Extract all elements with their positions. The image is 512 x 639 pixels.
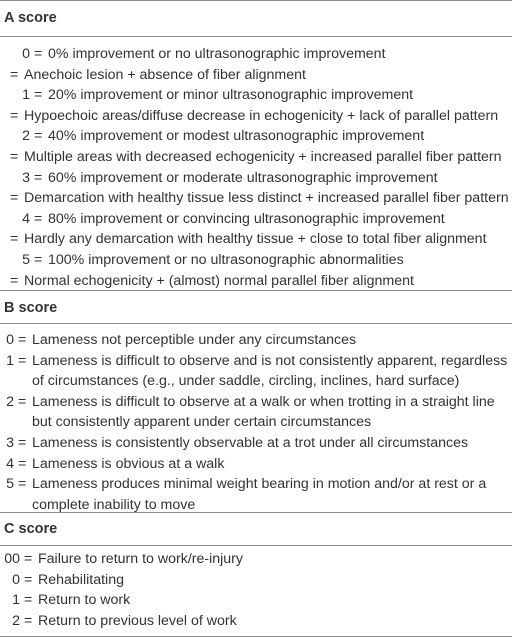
ultrasound-description: Hardly any demarcation with healthy tissue + close to total fiber alignment (24, 231, 487, 248)
score-code: 4 (22, 210, 30, 227)
b-score-row (0, 433, 512, 454)
score-description: 60% improvement or moderate ultrasonographic improvement (48, 169, 438, 186)
c-score-section (0, 519, 512, 539)
equals-sign: = (34, 251, 43, 268)
score-code: 5 (6, 476, 14, 493)
ultrasound-description: Demarcation with healthy tissue less distinct + increased parallel fiber pattern (24, 190, 509, 207)
b-score-entries (0, 330, 512, 515)
score-code: 0 (6, 332, 14, 348)
lameness-description-continued: of circumstances (e.g., under saddle, circling, inclines, hard surface) (32, 373, 460, 390)
b-score-row (0, 454, 512, 475)
a-score-row (0, 188, 512, 209)
score-code: 2 (6, 393, 14, 410)
equals-sign: = (18, 476, 27, 493)
equals-sign: = (24, 612, 33, 629)
a-score-row (0, 44, 512, 65)
lameness-description-continued: complete inability to move (32, 496, 196, 513)
b-score-row (0, 330, 512, 351)
equals-sign: = (18, 352, 27, 369)
equals-sign: = (10, 66, 19, 83)
c-score-row (0, 590, 512, 611)
c-score-top-rule (0, 512, 512, 513)
equals-sign: = (10, 272, 19, 289)
a-score-row (0, 168, 512, 189)
table-bottom-rule (0, 636, 512, 637)
score-code: 2 (12, 612, 20, 629)
c-score-heading: C score (4, 521, 58, 537)
score-description: 0% improvement or no ultrasonographic improvement (48, 46, 386, 62)
a-score-row (0, 271, 512, 292)
lameness-description: Lameness produces minimal weight bearing in motion and/or at rest or a (32, 476, 487, 493)
score-code: 3 (22, 169, 30, 186)
lameness-description: Lameness is consistently observable at a trot under all circumstances (32, 434, 469, 451)
ultrasound-description: Normal echogenicity + (almost) normal parallel fiber alignment (24, 272, 414, 289)
b-score-section (0, 298, 512, 318)
c-score-entries (0, 549, 512, 631)
score-description: 40% improvement or modest ultrasonographic improvement (48, 128, 425, 145)
b-score-row-continued (0, 371, 512, 392)
table-top-rule (0, 0, 512, 1)
equals-sign: = (34, 128, 43, 145)
return-to-work-description: Return to work (38, 592, 131, 609)
c-score-row (0, 611, 512, 632)
score-description: 80% improvement or convincing ultrasonographic improvement (48, 210, 445, 227)
equals-sign: = (10, 148, 19, 165)
equals-sign: = (34, 210, 43, 227)
b-score-heading: B score (4, 300, 58, 316)
equals-sign: = (10, 231, 19, 248)
b-score-row (0, 351, 512, 372)
a-score-row (0, 250, 512, 271)
ultrasound-description: Hypoechoic areas/diffuse decrease in echogenicity + lack of parallel pattern (24, 107, 499, 124)
a-score-entries (0, 44, 512, 291)
equals-sign: = (18, 434, 27, 451)
lameness-description-continued: but consistently apparent under certain circumstances (32, 414, 372, 431)
equals-sign: = (34, 169, 43, 186)
b-score-row (0, 392, 512, 413)
score-code: 1 (22, 87, 30, 104)
a-score-heading: A score (4, 10, 57, 26)
return-to-work-description: Failure to return to work/re-injury (38, 551, 243, 567)
score-code: 2 (22, 128, 30, 145)
score-code: 0 (22, 46, 30, 62)
lameness-description: Lameness is obvious at a walk (32, 455, 225, 472)
equals-sign: = (24, 592, 33, 609)
lameness-description: Lameness is difficult to observe at a walk or when trotting in a straight line (32, 393, 495, 410)
equals-sign: = (24, 551, 33, 567)
score-code: 00 (4, 551, 20, 567)
equals-sign: = (10, 190, 19, 207)
a-score-rule (0, 36, 512, 37)
a-score-row (0, 106, 512, 127)
equals-sign: = (34, 87, 43, 104)
a-score-row (0, 147, 512, 168)
score-code: 1 (6, 352, 14, 369)
equals-sign: = (10, 107, 19, 124)
ultrasound-description: Anechoic lesion + absence of fiber alignment (24, 66, 306, 83)
score-description: 20% improvement or minor ultrasonographic improvement (48, 87, 414, 104)
ultrasound-description: Multiple areas with decreased echogenicity + increased parallel fiber pattern (24, 148, 502, 165)
equals-sign: = (18, 332, 27, 348)
lameness-description: Lameness not perceptible under any circumstances (32, 332, 357, 348)
c-score-row (0, 549, 512, 570)
equals-sign: = (24, 571, 33, 588)
a-score-row (0, 85, 512, 106)
lameness-description: Lameness is difficult to observe and is not consistently apparent, regardless (32, 352, 508, 369)
score-code: 0 (12, 571, 20, 588)
b-score-top-rule (0, 290, 512, 291)
score-description: 100% improvement or no ultrasonographic abnormalities (48, 251, 404, 268)
a-score-row (0, 209, 512, 230)
return-to-work-description: Rehabilitating (38, 571, 124, 588)
a-score-row (0, 229, 512, 250)
return-to-work-description: Return to previous level of work (38, 612, 237, 629)
score-code: 1 (12, 592, 20, 609)
equals-sign: = (34, 46, 43, 62)
a-score-section (0, 8, 512, 28)
b-score-row (0, 474, 512, 495)
score-code: 3 (6, 434, 14, 451)
b-score-rule (0, 323, 512, 324)
a-score-row (0, 126, 512, 147)
equals-sign: = (18, 455, 27, 472)
a-score-row (0, 65, 512, 86)
c-score-rule (0, 545, 512, 546)
b-score-row-continued (0, 412, 512, 433)
score-code: 5 (22, 251, 30, 268)
score-code: 4 (6, 455, 14, 472)
c-score-row (0, 570, 512, 591)
equals-sign: = (18, 393, 27, 410)
